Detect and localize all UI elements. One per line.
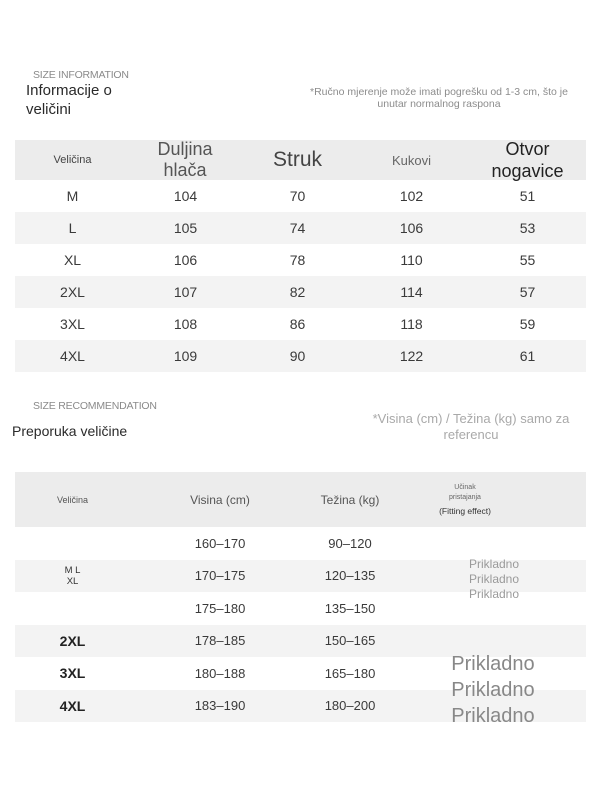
cell-hips: 122 xyxy=(399,348,424,364)
cell-height: 175–180 xyxy=(194,600,246,616)
cell-hips: 114 xyxy=(400,284,423,300)
cell-waist: 74 xyxy=(289,220,306,236)
header-fit-effect xyxy=(415,472,515,527)
cell-weight: 165–180 xyxy=(324,665,376,681)
cell-length: 105 xyxy=(173,220,198,236)
cell-waist: 86 xyxy=(289,316,306,332)
cell-length: 107 xyxy=(173,284,198,300)
header-fit-line1: Učinak pristajanja xyxy=(449,484,481,501)
fit-label: Prikladno xyxy=(451,653,535,675)
table-row xyxy=(15,308,586,340)
cell-length: 108 xyxy=(173,316,198,332)
cell-leg-opening: 59 xyxy=(519,316,536,332)
cell-weight: 135–150 xyxy=(324,600,376,616)
size-rec-caption: SIZE RECOMMENDATION xyxy=(33,400,157,412)
cell-weight: 120–135 xyxy=(324,568,376,584)
table-row xyxy=(15,340,586,372)
cell-height: 178–185 xyxy=(194,633,246,649)
cell-waist: 70 xyxy=(289,188,306,204)
size-info-caption: SIZE INFORMATION xyxy=(33,69,129,81)
cell-size: L xyxy=(68,220,77,236)
table-row xyxy=(15,212,586,244)
cell-weight: 180–200 xyxy=(324,698,376,714)
cell-height: 170–175 xyxy=(194,568,246,584)
cell-size: 2XL xyxy=(60,284,85,300)
fit-label: Prikladno xyxy=(468,587,520,601)
size-info-note: *Ručno mjerenje može imati pogrešku od 1-3 cm, što je unutar normalnog raspona xyxy=(310,86,568,110)
cell-size-group: M L XL xyxy=(64,564,81,587)
cell-size: 2XL xyxy=(59,632,86,649)
header-weight: Težina (kg) xyxy=(320,492,380,507)
cell-leg-opening: 61 xyxy=(519,348,536,364)
table-row xyxy=(15,244,586,276)
cell-hips: 106 xyxy=(399,220,424,236)
header-hips: Kukovi xyxy=(391,152,432,168)
fit-effect-group-2 xyxy=(428,651,558,729)
fit-label: Prikladno xyxy=(451,679,535,701)
cell-height: 183–190 xyxy=(194,698,246,714)
table-row xyxy=(15,527,586,560)
cell-leg-opening: 57 xyxy=(519,284,536,300)
cell-waist: 82 xyxy=(289,284,306,300)
cell-hips: 102 xyxy=(399,188,424,204)
fit-effect-group-1 xyxy=(444,557,544,602)
size-info-title: Informacije o veličini xyxy=(26,82,112,118)
cell-hips: 118 xyxy=(400,316,423,332)
size-info-table xyxy=(15,140,586,372)
header-fit-line2: (Fitting effect) xyxy=(439,506,491,516)
cell-size xyxy=(15,527,130,560)
cell-size: 4XL xyxy=(60,348,85,364)
fit-label: Prikladno xyxy=(468,557,520,571)
cell-height: 180–188 xyxy=(194,665,246,681)
fit-label: Prikladno xyxy=(468,572,520,586)
cell-size: 4XL xyxy=(59,697,86,714)
header-size: Veličina xyxy=(56,494,89,505)
cell-waist: 78 xyxy=(289,252,306,268)
table-row xyxy=(15,180,586,212)
header-pants-length: Duljina hlača xyxy=(157,139,213,180)
size-rec-note: *Visina (cm) / Težina (kg) samo za referencu xyxy=(372,411,570,442)
header-leg-opening: Otvor nogavice xyxy=(491,139,564,181)
cell-leg-opening: 55 xyxy=(519,252,536,268)
cell-length: 109 xyxy=(173,348,198,364)
fit-label: Prikladno xyxy=(451,705,535,727)
header-height: Visina (cm) xyxy=(190,492,250,507)
cell-weight: 150–165 xyxy=(324,633,376,649)
cell-size: XL xyxy=(63,252,82,268)
cell-weight: 90–120 xyxy=(328,535,372,551)
table-row xyxy=(15,276,586,308)
size-rec-header-row xyxy=(15,472,586,527)
cell-hips: 110 xyxy=(400,252,423,268)
cell-height: 160–170 xyxy=(194,535,246,551)
size-info-header-row xyxy=(15,140,586,180)
cell-length: 106 xyxy=(173,252,198,268)
cell-waist: 90 xyxy=(289,348,306,364)
header-size: Veličina xyxy=(53,154,92,166)
header-waist: Struk xyxy=(272,148,322,171)
cell-leg-opening: 53 xyxy=(519,220,536,236)
cell-length: 104 xyxy=(173,188,198,204)
cell-leg-opening: 51 xyxy=(519,188,536,204)
cell-size: 3XL xyxy=(60,316,85,332)
cell-size: M xyxy=(66,188,79,204)
size-rec-title: Preporuka veličine xyxy=(12,423,128,439)
cell-size: 3XL xyxy=(59,665,86,682)
cell-size xyxy=(15,592,130,625)
